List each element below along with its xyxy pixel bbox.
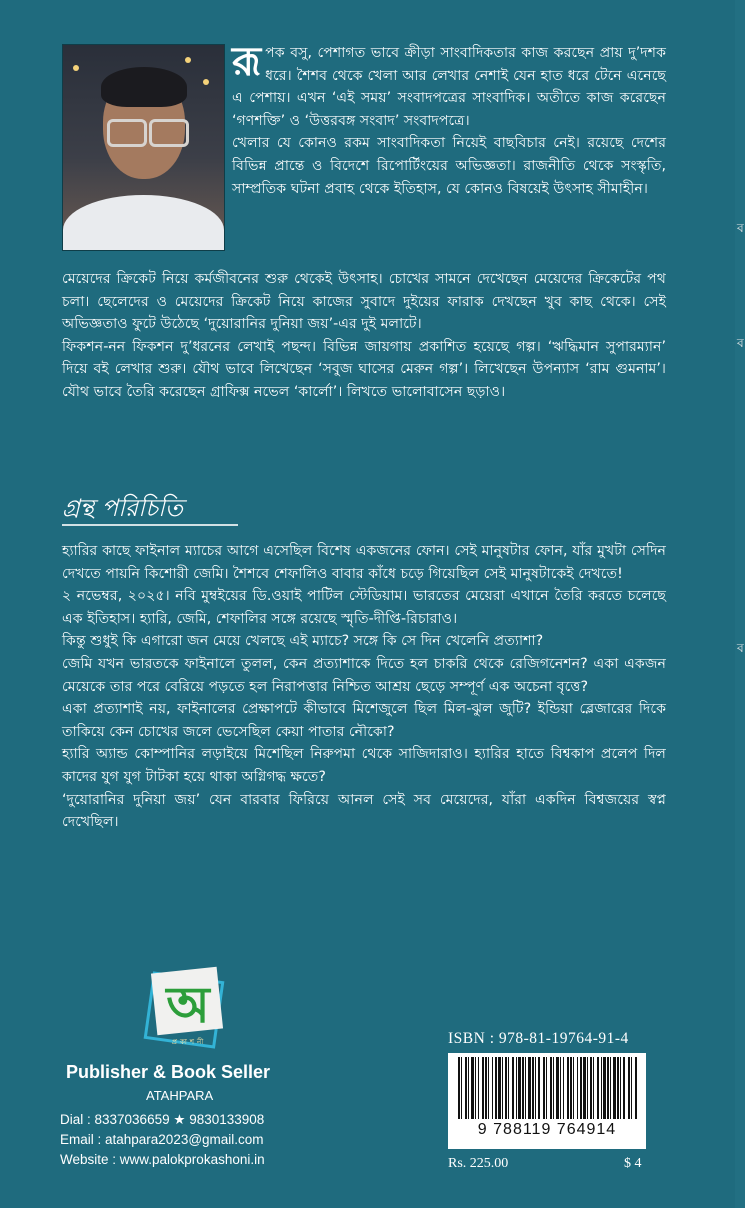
bokeh-light: [73, 65, 79, 71]
price-usd: $ 4: [624, 1156, 642, 1171]
description-paragraph: একা প্রত্যাশাই নয়, ফাইনালের প্রেক্ষাপটে কীভাবে মিশেজুলে ছিল মিল-ঝুল জুটি? ইন্ডিয়া ব্লেজারের দিকে তাকিয়ে কেন চোখের জলে ভেসেছিল কেয়া পাতার নৌকো?: [62, 701, 666, 740]
description-paragraph: জেমি যখন ভারতকে ফাইনালে তুলল, কেন প্রত্যাশাকে দিতে হল চাকরি থেকে রেজিগনেশন? একা একজন মেয়েকে তার পরে বেরিয়ে পড়তে হল নিরাপত্তার নিশ্চিত আশ্রয় ছেড়ে সম্পূর্ণ এক অচেনা বৃত্তে?: [62, 655, 666, 695]
barcode-bar: [512, 1057, 514, 1119]
heading-underline: [62, 524, 238, 526]
barcode-bar: [556, 1057, 559, 1119]
barcode-bar: [587, 1057, 588, 1119]
barcode-bars: [452, 1057, 642, 1121]
isbn-label: ISBN : 978-81-19764-91-4: [448, 1030, 629, 1047]
barcode-bar: [553, 1057, 554, 1119]
barcode-bar: [607, 1057, 609, 1119]
barcode-bar: [560, 1057, 561, 1119]
logo-glyph: অ: [166, 975, 210, 1034]
drop-cap: রূ: [232, 39, 262, 85]
barcode-bar: [580, 1057, 582, 1119]
bokeh-light: [185, 57, 191, 63]
barcode-bar: [620, 1057, 621, 1119]
author-photo: [62, 44, 225, 251]
book-description: [62, 540, 666, 834]
spine-edge-mark: ব: [737, 221, 744, 235]
author-bio-bottom: [62, 268, 666, 404]
barcode-bar: [485, 1057, 487, 1119]
barcode-bar: [458, 1057, 460, 1119]
barcode-bar: [528, 1057, 531, 1119]
barcode-bar: [543, 1057, 545, 1119]
barcode-bar: [583, 1057, 586, 1119]
description-paragraph: কিন্তু শুধুই কি এগারো জন মেয়ে খেলছে এই ম্যাচে? সঙ্গে কি সে দিন খেলেনি প্রত্যাশা?: [62, 633, 544, 650]
barcode-bar: [590, 1057, 592, 1119]
publisher-place: ATAHPARA: [146, 1088, 214, 1103]
barcode-bar: [498, 1057, 501, 1119]
logo-tagline: প্রকাশনী: [171, 1038, 207, 1046]
description-paragraph: হ্যারির কাছে ফাইনাল ম্যাচের আগে এসেছিল বিশেষ একজনের ফোন। সেই মানুষটার ফোন, যাঁর মুখটা সেদিন দেখতে পায়নি কিশোরী জেমি। শৈশবে শেফালিও বাবার কাঁধে চড়ে গিয়েছিল সেই মানুষটাকেই দেখতে!: [62, 543, 666, 582]
barcode-bar: [550, 1057, 552, 1119]
barcode-bar: [522, 1057, 524, 1119]
barcode-bar: [597, 1057, 599, 1119]
barcode-bar: [610, 1057, 611, 1119]
spine-edge-mark: ব: [737, 336, 744, 350]
barcode-bar: [601, 1057, 602, 1119]
barcode-bar: [468, 1057, 469, 1119]
barcode-bar: [482, 1057, 484, 1119]
description-paragraph: হ্যারি অ্যান্ড কোম্পানির লড়াইয়ে মিশেছিল নিরুপমা থেকে সাজিদারাও। হ্যারির হাতে বিশ্বকাপ প্রলেপ দিল কাদের যুগ যুগ টাটকা হয়ে থাকা অগ্নিগদ্ধ ক্ষতে?: [62, 746, 666, 785]
barcode-bar: [516, 1057, 517, 1119]
barcode-bar: [488, 1057, 489, 1119]
barcode-bar: [577, 1057, 578, 1119]
barcode-bar: [573, 1057, 574, 1119]
barcode-bar: [525, 1057, 526, 1119]
spine-edge: [735, 0, 745, 1208]
description-paragraph: ‘দুয়োরানির দুনিয়া জয়’ যেন বারবার ফিরিয়ে আনল সেই সব মেয়েদের, যাঁরা একদিন বিশ্বজয়ের স্বপ্ন দেখেছিল।: [62, 791, 666, 831]
barcode-bar: [465, 1057, 467, 1119]
spine-edge-mark: ব: [737, 641, 744, 655]
barcode-bar: [471, 1057, 474, 1119]
barcode-bar: [563, 1057, 564, 1119]
barcode-bar: [546, 1057, 547, 1119]
author-bio-top: [232, 39, 666, 200]
publisher-logo: [144, 970, 232, 1050]
bio-paragraph-3: মেয়েদের ক্রিকেট নিয়ে কর্মজীবনের শুরু থেকেই উৎসাহ। চোখের সামনে দেখেছেন মেয়েদের ক্রিকেটের পথ চলা। ছেলেদের ও মেয়েদের ক্রিকেট নিয়ে কাজের সুবাদে দুইয়ের ফারাক দেখছেন খুব কাছ থেকে। সেই অভিজ্ঞতাও ফুটে উঠেছে ‘দুয়োরানির দুনিয়া জয়’-এর দুই মলাটে।: [62, 271, 666, 333]
publisher-title: Publisher & Book Seller: [66, 1062, 271, 1082]
barcode-bar: [570, 1057, 572, 1119]
barcode-bar: [508, 1057, 509, 1119]
publisher-email: Email : atahpara2023@gmail.com: [60, 1132, 264, 1147]
bio-paragraph-1: রূপক বসু, পেশাগত ভাবে ক্রীড়া সাংবাদিকতার কাজ করছেন প্রায় দু’দশক ধরে। শৈশব থেকে খেলা আর লেখার নেশাই যেন হাত ধরে টেনে এনেছে এ পেশায়। এখন ‘এই সময়’ সংবাদপত্রের সাংবাদিক। অতীতে কাজ করেছেন ‘গণশক্তি’ ও ‘উত্তরবঙ্গ সংবাদ’ সংবাদপত্রে।: [232, 39, 666, 129]
price-inr: Rs. 225.00: [448, 1156, 509, 1171]
barcode-bar: [631, 1057, 632, 1119]
barcode-bar: [567, 1057, 569, 1119]
barcode-bar: [635, 1057, 637, 1119]
barcode: [448, 1053, 646, 1149]
glasses-right: [149, 119, 189, 147]
barcode-bar: [478, 1057, 479, 1119]
barcode-bar: [535, 1057, 536, 1119]
publisher-website: Website : www.palokprokashoni.in: [60, 1152, 265, 1167]
bio-paragraph-2: খেলার যে কোনও রকম সাংবাদিকতা নিয়েই বাছবিচার নেই। রয়েছে দেশের বিভিন্ন প্রান্তে ও বিদেশে রিপোর্টিংয়ের অভিজ্ঞতা। রাজনীতি থেকে সংস্কৃতি, সাম্প্রতিক ঘটনা প্রবাহ থেকে ইতিহাস, যে কোনও বিষয়েই উৎসাহ সীমাহীন।: [232, 135, 666, 197]
barcode-bar: [603, 1057, 606, 1119]
barcode-bar: [505, 1057, 507, 1119]
barcode-digits: 9 788119 764914: [477, 1121, 617, 1138]
barcode-bar: [623, 1057, 625, 1119]
barcode-bar: [617, 1057, 619, 1119]
bokeh-light: [203, 79, 209, 85]
description-paragraph: ২ নভেম্বর, ২০২৫। নবি মুম্বইয়ের ডি.ওয়াই পাটিল স্টেডিয়াম। ভারতের মেয়েরা এখানে তৈরি করতে চলেছে এক ইতিহাস। হ্যারি, জেমি, শেফালির সঙ্গে রয়েছে স্মৃতি-দীপ্তি-রিচারাও।: [62, 588, 666, 627]
barcode-bar: [628, 1057, 630, 1119]
barcode-bar: [495, 1057, 497, 1119]
glasses-left: [107, 119, 147, 147]
barcode-bar: [502, 1057, 503, 1119]
barcode-bar: [475, 1057, 476, 1119]
barcode-bar: [613, 1057, 616, 1119]
publisher-dial: Dial : 8337036659 ★ 9830133908: [60, 1112, 265, 1127]
barcode-bar: [492, 1057, 493, 1119]
barcode-bar: [593, 1057, 594, 1119]
author-shirt: [63, 195, 224, 251]
bio-paragraph-4: ফিকশন-নন ফিকশন দু’ধরনের লেখাই পছন্দ। বিভিন্ন জায়গায় প্রকাশিত হয়েছে গল্প। ‘ঋদ্ধিমান সুপারম্যান’ দিয়ে বই লেখার শুরু। যৌথ ভাবে লিখেছেন ‘সবুজ ঘাসের মেরুন গল্প’। লিখেছেন উপন্যাস ‘রাম গুমনাম’। যৌথ ভাবে তৈরি করেছেন গ্রাফিক্স নভেল ‘কার্লো’। লিখতে ভালোবাসেন ছড়াও।: [62, 338, 666, 400]
barcode-bar: [532, 1057, 534, 1119]
barcode-bar: [518, 1057, 521, 1119]
barcode-bar: [538, 1057, 540, 1119]
section-heading: গ্রন্থ পরিচিতি: [62, 494, 183, 522]
barcode-bar: [461, 1057, 462, 1119]
author-hair: [101, 67, 187, 107]
